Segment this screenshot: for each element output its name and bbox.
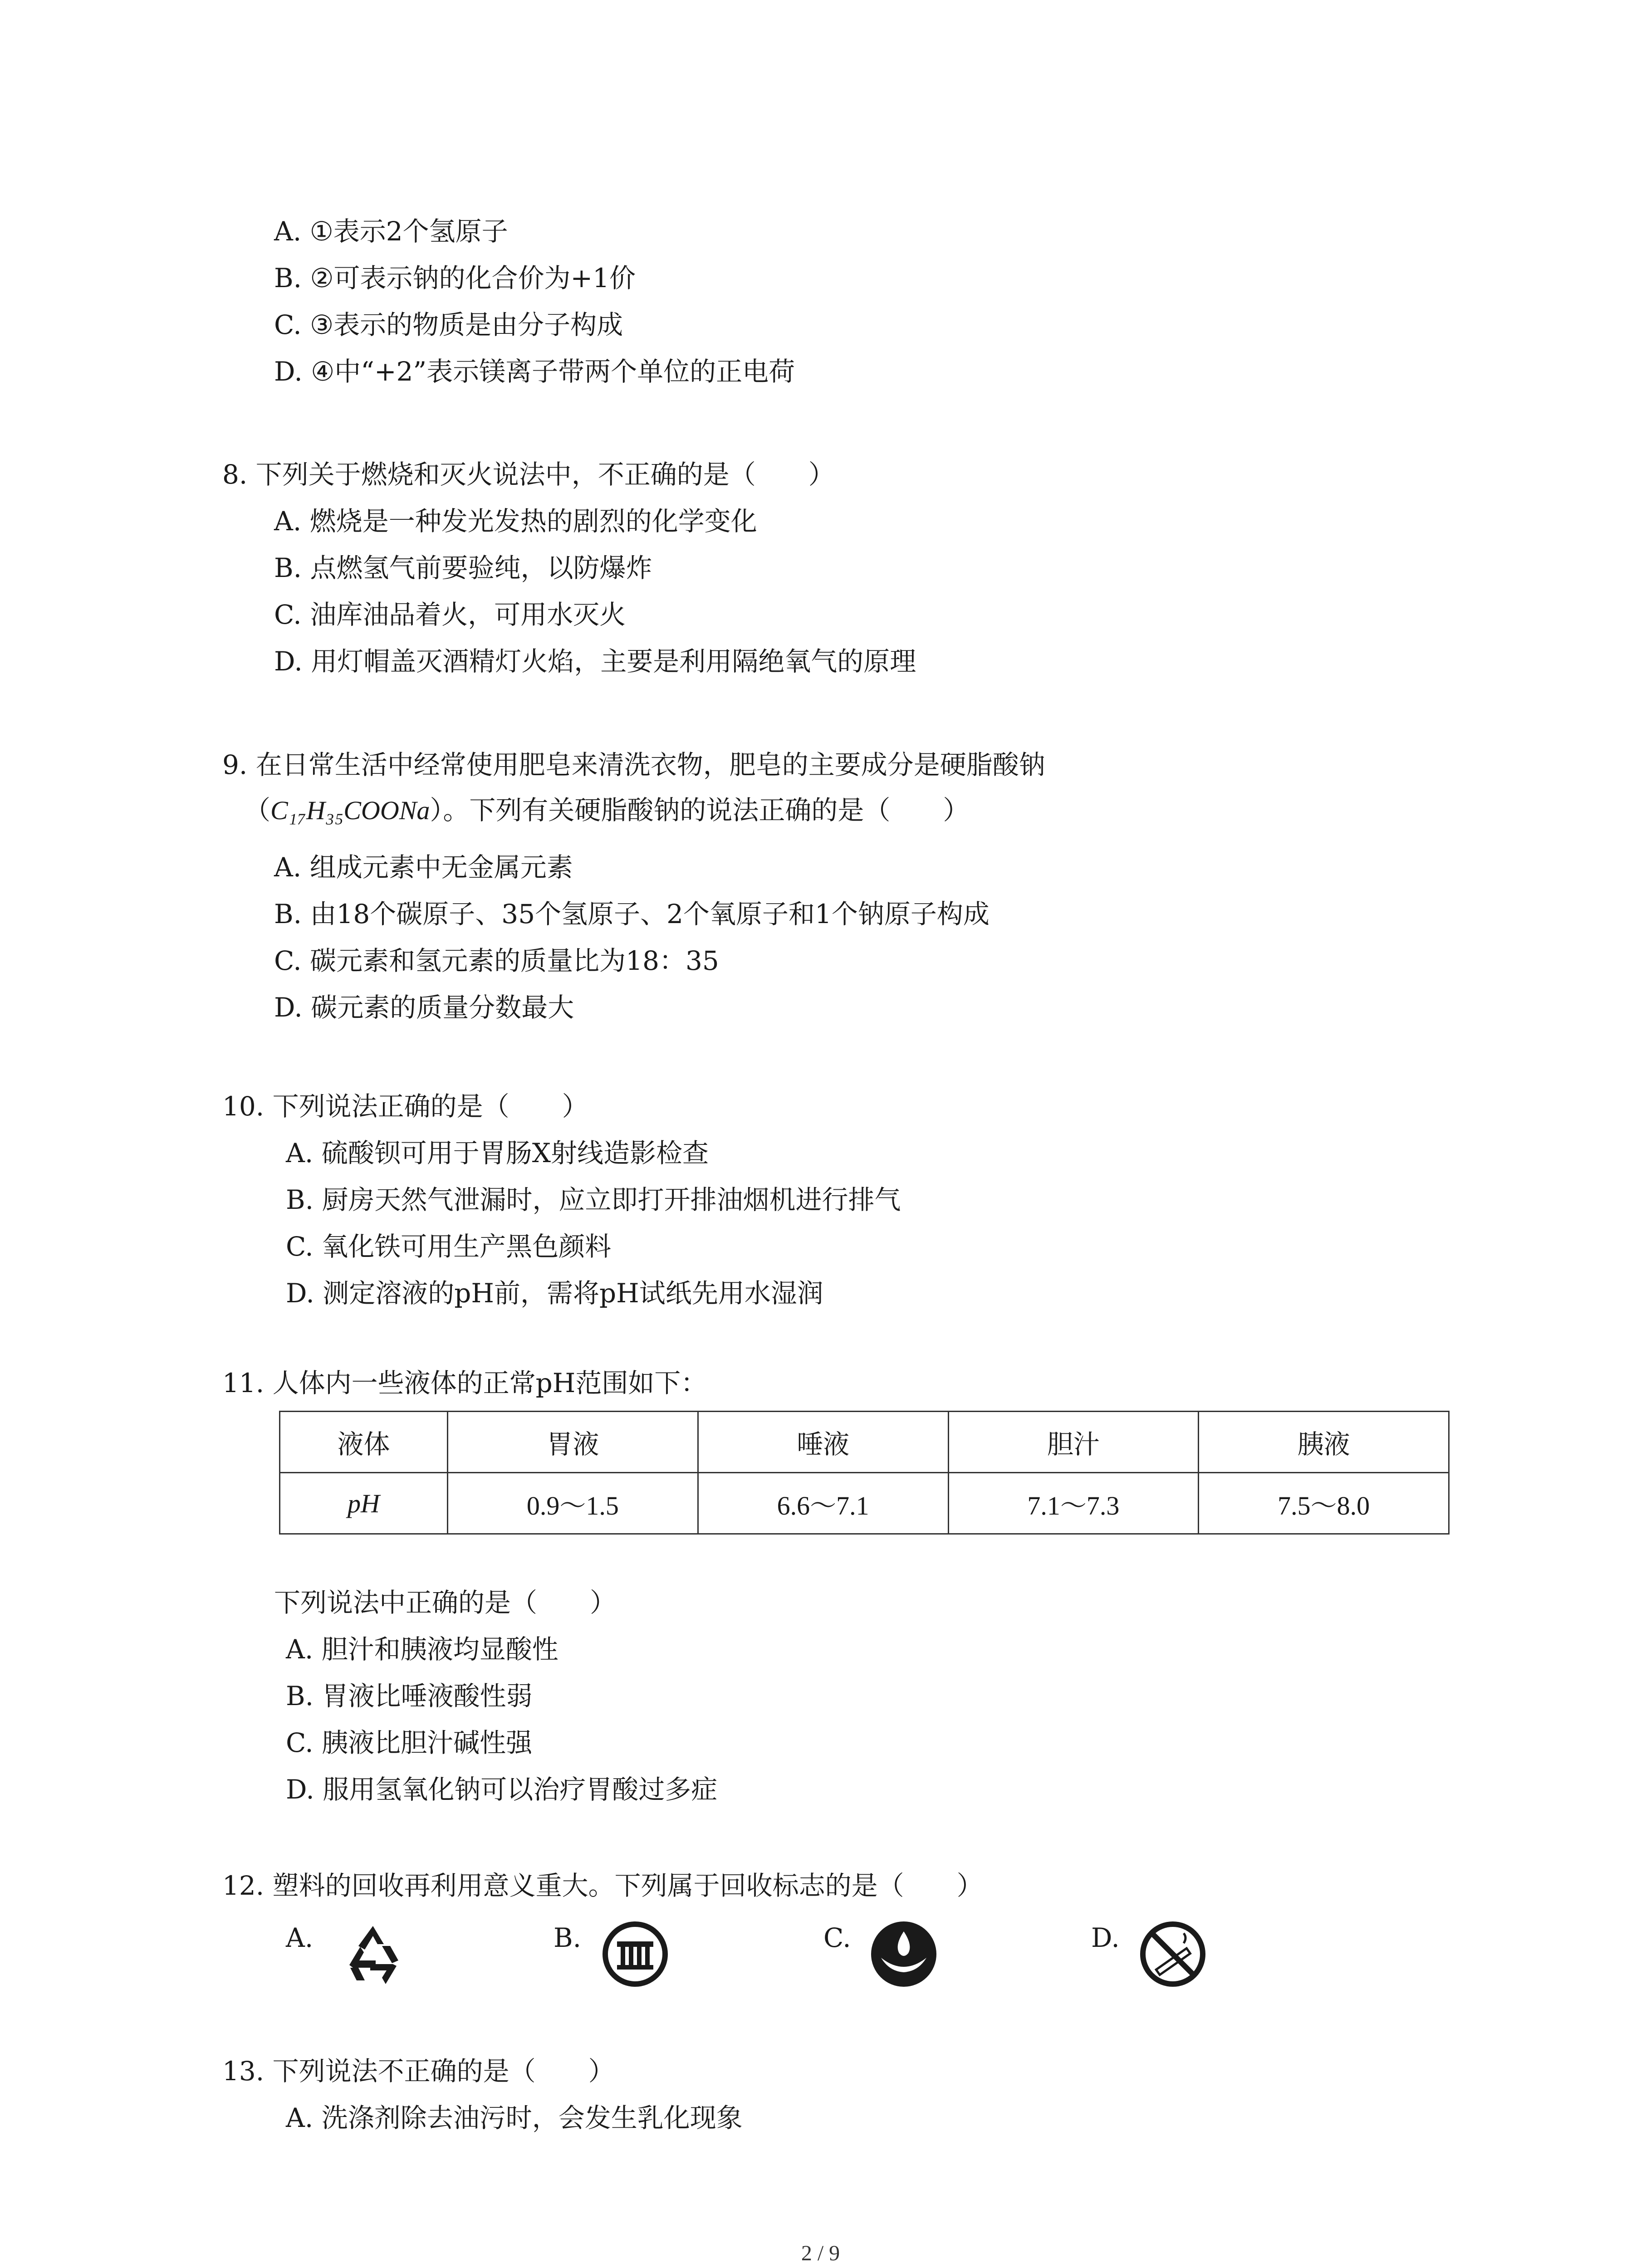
q8-option-a: A. 燃烧是一种发光发热的剧烈的化学变化	[274, 506, 757, 537]
q10-option-a: A. 硫酸钡可用于胃肠X射线造影检查	[286, 1138, 709, 1168]
q10-option-d: D. 测定溶液的pH前，需将pH试纸先用水湿润	[286, 1278, 823, 1309]
q9-stem-prefix: （	[244, 795, 271, 826]
q11-option-a: A. 胆汁和胰液均显酸性	[286, 1634, 558, 1665]
q8-option-c: C. 油库油品着火，可用水灭火	[274, 599, 626, 630]
ph-table-value-cell: 0.9～1.5	[448, 1473, 698, 1534]
q9-stem: 9. 在日常生活中经常使用肥皂来清洗衣物，肥皂的主要成分是硬脂酸钠	[222, 749, 1045, 780]
q12-choice-a-label: A.	[286, 1922, 314, 1953]
q13-option-a: A. 洗涤剂除去油污时，会发生乳化现象	[286, 2102, 743, 2133]
ph-table	[279, 1411, 1450, 1535]
q8-option-d: D. 用灯帽盖灭酒精灯火焰，主要是利用隔绝氧气的原理	[274, 646, 916, 677]
ph-table-header-cell: 液体	[280, 1412, 448, 1473]
q11-lead: 下列说法中正确的是（ ）	[274, 1587, 617, 1618]
ph-table-value-row	[280, 1473, 1449, 1534]
q12-stem: 12. 塑料的回收再利用意义重大。下列属于回收标志的是（ ）	[222, 1870, 983, 1901]
recycle-icon	[337, 1918, 409, 1990]
ph-table-value-cell: 7.1～7.3	[948, 1473, 1199, 1534]
ph-table-header-cell: 胰液	[1199, 1412, 1449, 1473]
q7-option-c: C. ③表示的物质是由分子构成	[274, 309, 623, 340]
ph-table-header-cell: 唾液	[698, 1412, 948, 1473]
q9-option-b: B. 由18个碳原子、35个氢原子、2个氧原子和1个钠原子构成	[274, 899, 989, 929]
q10-option-c: C. 氧化铁可用生产黑色颜料	[286, 1231, 612, 1262]
q11-option-b: B. 胃液比唾液酸性弱	[286, 1681, 533, 1711]
q11-option-c: C. 胰液比胆汁碱性强	[286, 1727, 533, 1758]
q11-stem: 11. 人体内一些液体的正常pH范围如下：	[222, 1368, 707, 1398]
q9-option-c: C. 碳元素和氢元素的质量比为18：35	[274, 945, 719, 976]
q10-option-b: B. 厨房天然气泄漏时，应立即打开排油烟机进行排气	[286, 1184, 901, 1215]
q13-stem: 13. 下列说法不正确的是（ ）	[222, 2056, 615, 2087]
q9-stem-continued	[244, 794, 969, 827]
no-smoking-icon	[1136, 1918, 1209, 1990]
q9-option-d: D. 碳元素的质量分数最大	[274, 992, 574, 1023]
q11-option-d: D. 服用氢氧化钠可以治疗胃酸过多症	[286, 1774, 718, 1805]
q9-option-a: A. 组成元素中无金属元素	[274, 852, 573, 883]
q12-choice-c-label: C.	[823, 1922, 851, 1953]
ph-table-value-cell: pH	[280, 1473, 448, 1534]
water-saving-icon	[599, 1918, 671, 1990]
q7-option-d: D. ④中“+2”表示镁离子带两个单位的正电荷	[274, 356, 795, 387]
page-number: 2 / 9	[801, 2241, 840, 2265]
q9-formula: C₁₇H₃₅COONa	[270, 796, 430, 825]
q9-stem-suffix: ）。下列有关硬脂酸钠的说法正确的是（ ）	[430, 795, 970, 826]
water-drop-icon	[867, 1918, 940, 1990]
q12-choice-d-label: D.	[1091, 1922, 1120, 1953]
ph-table-header-cell: 胆汁	[948, 1412, 1199, 1473]
q7-option-a: A. ①表示2个氢原子	[274, 216, 508, 247]
q7-option-b: B. ②可表示钠的化合价为+1价	[274, 263, 636, 293]
q8-option-b: B. 点燃氢气前要验纯，以防爆炸	[274, 552, 652, 583]
ph-table-header-cell: 胃液	[448, 1412, 698, 1473]
ph-table-value-cell: 7.5～8.0	[1199, 1473, 1449, 1534]
q10-stem: 10. 下列说法正确的是（ ）	[222, 1091, 588, 1122]
ph-table-header-row	[280, 1412, 1449, 1473]
ph-table-value-cell: 6.6～7.1	[698, 1473, 948, 1534]
q12-choice-b-label: B.	[554, 1922, 582, 1953]
q8-stem: 8. 下列关于燃烧和灭火说法中，不正确的是（ ）	[222, 459, 835, 490]
